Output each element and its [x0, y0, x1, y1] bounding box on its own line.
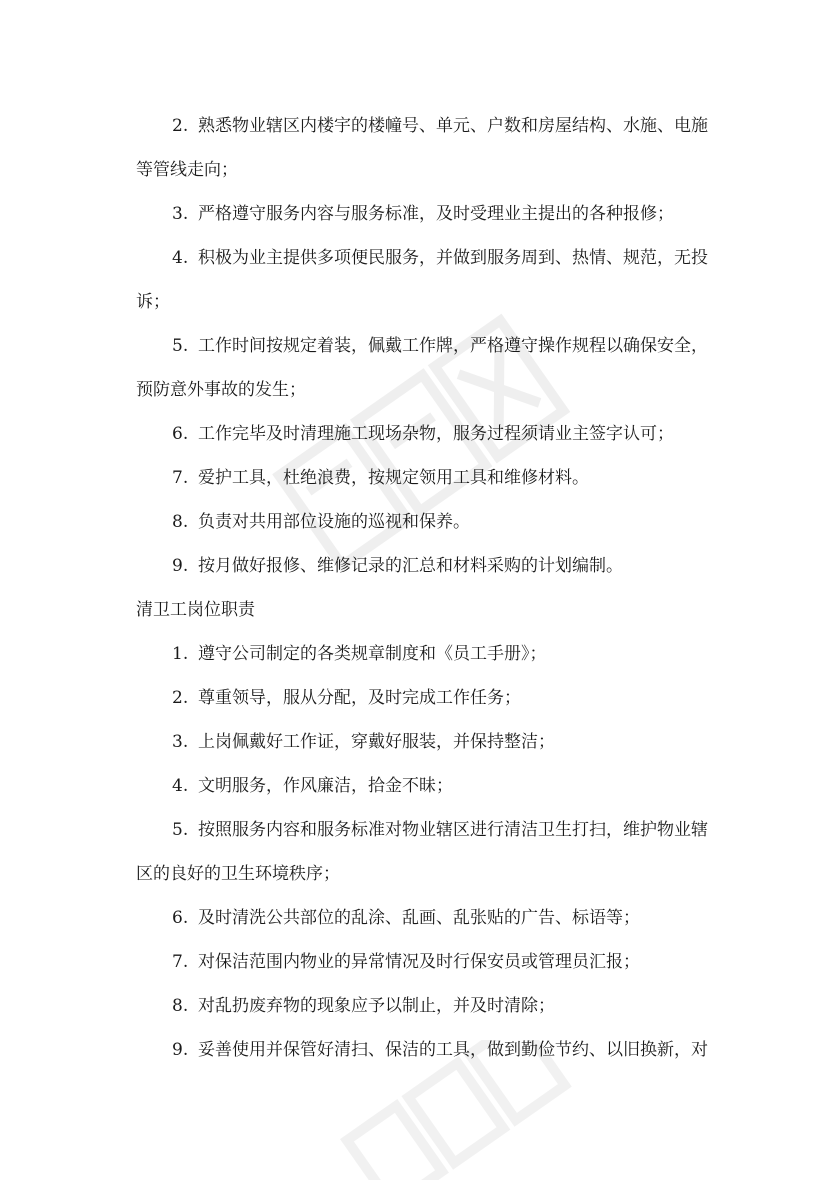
item-text-continued: 区的良好的卫生环境秩序；: [136, 864, 340, 884]
item-number: 8.: [172, 512, 189, 532]
item-number: 7.: [172, 952, 189, 972]
item-number: 2.: [172, 116, 189, 136]
paragraph-item-3: [136, 192, 710, 236]
paragraph-item-7: [136, 456, 710, 500]
paragraph-item-4: [136, 236, 710, 324]
paragraph-item-2: [136, 104, 710, 192]
item-text: 对保洁范围内物业的异常情况及时行保安员或管理员汇报；: [198, 952, 640, 972]
item-number: 4.: [172, 776, 189, 796]
paragraph-item-5: [136, 324, 710, 412]
section-item-7: [136, 940, 710, 984]
section-item-8: [136, 984, 710, 1028]
section-item-4: [136, 764, 710, 808]
paragraph-item-6: [136, 412, 710, 456]
item-text: 妥善使用并保管好清扫、保洁的工具，做到勤俭节约、以旧换新，对: [198, 1040, 708, 1060]
section-item-3: [136, 720, 710, 764]
section-item-9: [136, 1028, 710, 1072]
item-number: 8.: [172, 996, 189, 1016]
item-text: 上岗佩戴好工作证，穿戴好服装，并保持整洁；: [198, 732, 555, 752]
item-text: 及时清洗公共部位的乱涂、乱画、乱张贴的广告、标语等；: [198, 908, 640, 928]
paragraph-item-9: [136, 544, 710, 588]
item-text: 熟悉物业辖区内楼宇的楼幢号、单元、户数和房屋结构、水施、电施: [198, 116, 708, 136]
item-number: 3.: [172, 204, 189, 224]
item-text: 爱护工具，杜绝浪费，按规定领用工具和维修材料。: [198, 468, 589, 488]
section-item-5: [136, 808, 710, 896]
item-text: 对乱扔废弃物的现象应予以制止，并及时清除；: [198, 996, 555, 1016]
item-text: 积极为业主提供多项便民服务，并做到服务周到、热情、规范，无投: [198, 248, 708, 268]
item-text: 按月做好报修、维修记录的汇总和材料采购的计划编制。: [198, 556, 623, 576]
section-heading: 清卫工岗位职责: [136, 600, 255, 620]
section-item-6: [136, 896, 710, 940]
item-number: 5.: [172, 820, 189, 840]
item-text: 文明服务，作风廉洁，拾金不昧；: [198, 776, 453, 796]
item-text: 严格遵守服务内容与服务标准，及时受理业主提出的各种报修；: [198, 204, 674, 224]
item-number: 9.: [172, 556, 189, 576]
item-number: 4.: [172, 248, 189, 268]
item-number: 1.: [172, 644, 189, 664]
item-text-continued: 诉；: [136, 292, 170, 312]
section-item-2: [136, 676, 710, 720]
item-text: 工作时间按规定着装，佩戴工作牌，严格遵守操作规程以确保安全，: [198, 336, 708, 356]
item-number: 2.: [172, 688, 189, 708]
item-number: 3.: [172, 732, 189, 752]
section-item-1: [136, 632, 710, 676]
item-number: 5.: [172, 336, 189, 356]
item-text: 工作完毕及时清理施工现场杂物，服务过程须请业主签字认可；: [198, 424, 674, 444]
paragraph-item-8: [136, 500, 710, 544]
item-number: 9.: [172, 1040, 189, 1060]
item-text: 负责对共用部位设施的巡视和保养。: [198, 512, 470, 532]
item-text-continued: 预防意外事故的发生；: [136, 380, 306, 400]
item-text: 尊重领导，服从分配，及时完成工作任务；: [198, 688, 521, 708]
item-number: 7.: [172, 468, 189, 488]
item-text: 按照服务内容和服务标准对物业辖区进行清洁卫生打扫，维护物业辖: [198, 820, 708, 840]
item-number: 6.: [172, 908, 189, 928]
item-text: 遵守公司制定的各类规章制度和《员工手册》；: [198, 644, 547, 664]
document-body: [136, 104, 710, 1072]
item-text-continued: 等管线走向；: [136, 160, 238, 180]
item-number: 6.: [172, 424, 189, 444]
